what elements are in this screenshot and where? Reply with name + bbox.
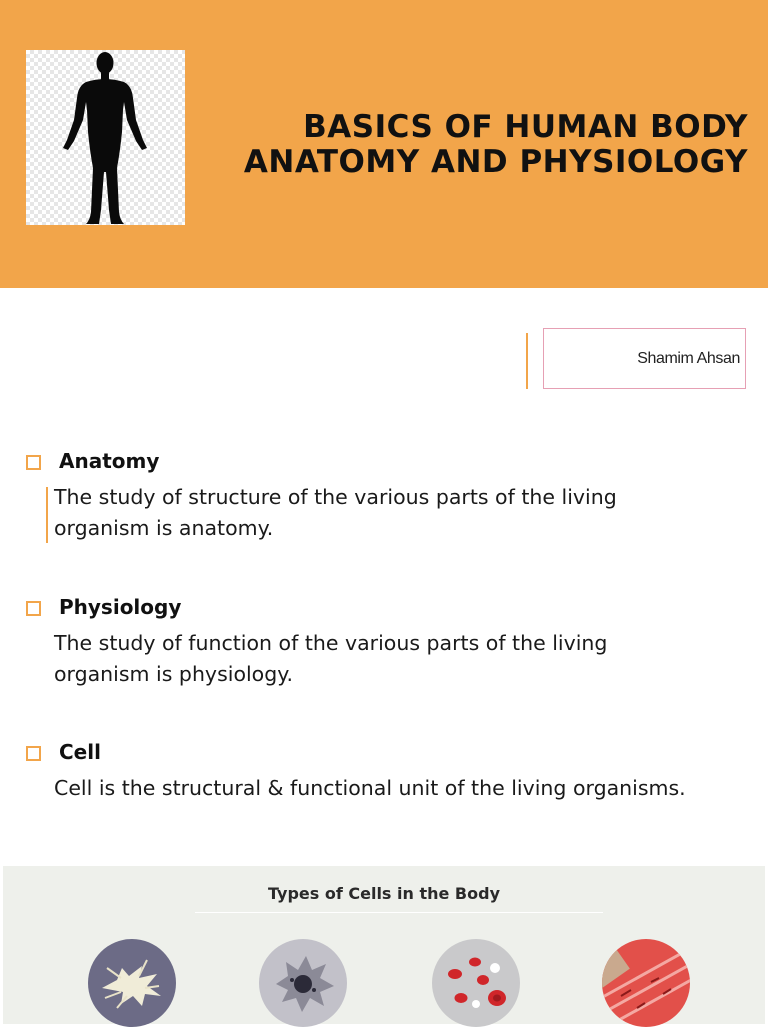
- presentation-title: [244, 110, 748, 180]
- blood-cell-icon: [431, 938, 521, 1028]
- title-line-1: BASICS OF HUMAN BODY: [303, 109, 748, 145]
- section-body: [54, 628, 607, 690]
- title-header: [0, 0, 768, 288]
- author-accent-bar: [526, 333, 528, 389]
- muscle-cell-icon: [601, 938, 691, 1028]
- section-title: Physiology: [59, 595, 182, 619]
- section-title: Cell: [59, 740, 101, 764]
- author-box: [543, 328, 746, 389]
- section-body-line: The study of structure of the various parts of the living: [54, 485, 617, 509]
- cell-types-figure: [3, 866, 765, 1024]
- author-name: Shamim Ahsan: [637, 350, 740, 367]
- bone-cell-icon: [258, 938, 348, 1028]
- title-divider: [195, 912, 603, 913]
- checkbox-bullet-icon: [26, 601, 41, 616]
- checkbox-bullet-icon: [26, 746, 41, 761]
- section-body: [54, 482, 617, 544]
- human-silhouette-icon: [26, 50, 185, 225]
- section-title: Anatomy: [59, 449, 160, 473]
- anatomy-accent-line: [46, 487, 48, 543]
- figure-image: [26, 50, 185, 225]
- section-body-line: organism is physiology.: [54, 662, 293, 686]
- section-body-line: The study of function of the various parts of the living: [54, 631, 608, 655]
- title-line-2: ANATOMY AND PHYSIOLOGY: [243, 144, 748, 180]
- section-body: [54, 773, 686, 804]
- cell-types-title: Types of Cells in the Body: [268, 884, 500, 903]
- stem-cell-icon: [87, 938, 177, 1028]
- checkbox-bullet-icon: [26, 455, 41, 470]
- section-body-line: Cell is the structural & functional unit of the living organisms.: [54, 776, 686, 800]
- section-body-line: organism is anatomy.: [54, 516, 274, 540]
